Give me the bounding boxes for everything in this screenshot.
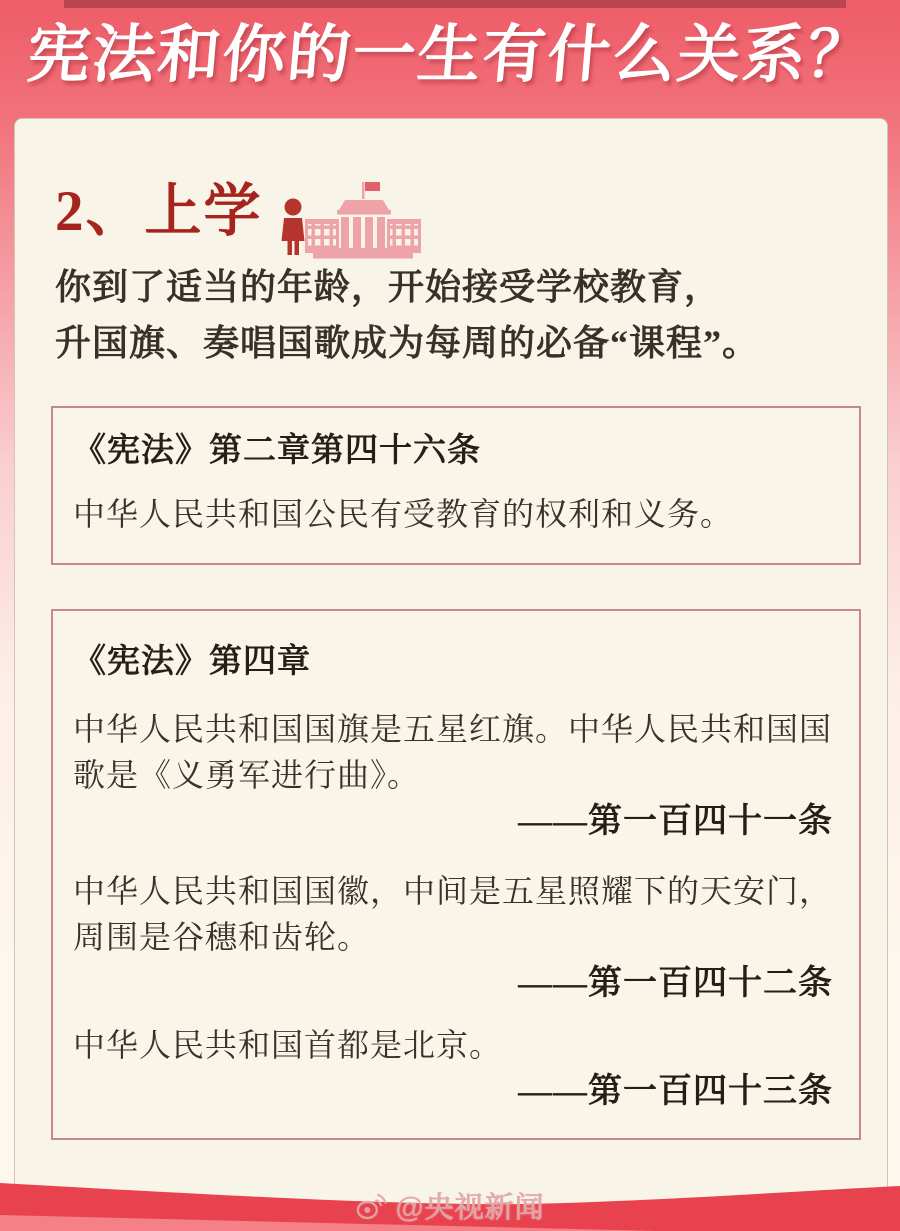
footer-band [0, 1179, 900, 1231]
section-header [55, 177, 439, 270]
law-box-title: 《宪法》第二章第四十六条 [73, 433, 481, 469]
article-attribution: ——第一百四十二条 [518, 965, 833, 1002]
school-building-icon [279, 179, 439, 270]
law-paragraph: 中华人民共和国公民有受教育的权利和义务。 [73, 496, 734, 532]
intro-text [55, 259, 861, 371]
right-wing-windows [390, 224, 418, 249]
section-number: 2、 [55, 180, 145, 243]
weibo-icon [355, 1192, 387, 1220]
article-attribution: ——第一百四十三条 [518, 1073, 833, 1110]
intro-line-2: 升国旗、奏唱国歌成为每周的必备“课程”。 [55, 323, 760, 363]
watermark-text: @央视新闻 [395, 1192, 545, 1224]
section-title [55, 177, 263, 247]
law-paragraph: 中华人民共和国首都是北京。 [73, 1027, 503, 1063]
law-box-article-46 [51, 406, 861, 565]
poster-title: 宪法和你的一生有什么关系？ [24, 20, 876, 90]
law-paragraph: 中华人民共和国国旗是五星红旗。中华人民共和国国歌是《义勇军进行曲》。 [73, 711, 833, 793]
law-box-title: 《宪法》第四章 [73, 644, 311, 680]
article-attribution: ——第一百四十一条 [518, 803, 833, 840]
law-paragraph: 中华人民共和国国徽，中间是五星照耀下的天安门，周围是谷穗和齿轮。 [73, 873, 833, 955]
content-card [14, 118, 888, 1215]
intro-line-1: 你到了适当的年龄，开始接受学校教育， [55, 267, 722, 307]
student-icon [281, 199, 304, 256]
watermark [355, 1185, 544, 1226]
left-wing-windows [308, 224, 336, 249]
section-label: 上学 [144, 180, 263, 243]
law-box-chapter-4 [51, 609, 861, 1140]
top-accent-bar [64, 0, 846, 8]
